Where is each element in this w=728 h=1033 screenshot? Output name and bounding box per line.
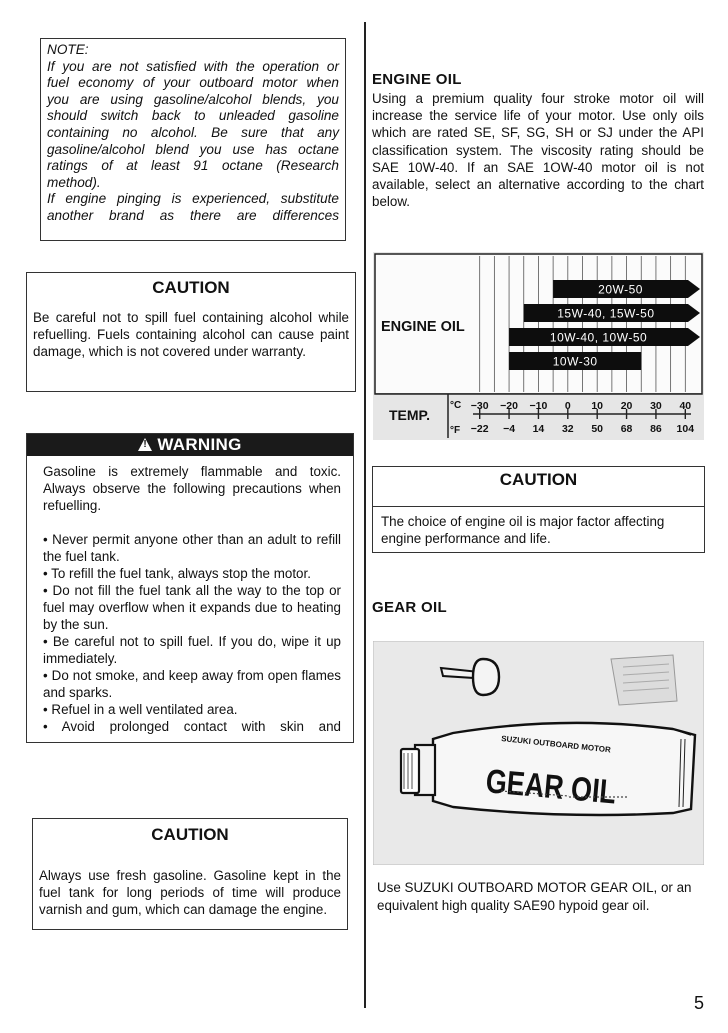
fahrenheit-tick-label: 104	[676, 423, 695, 435]
oil-grade-label: 20W-50	[598, 282, 643, 297]
caution-text: The choice of engine oil is major factor affecting engine performance and life.	[381, 514, 665, 546]
tube-brand-text: SUZUKI OUTBOARD MOTOR	[500, 734, 612, 755]
note-line: If you are not satisfied with the operation or	[47, 58, 339, 74]
warning-item: • Avoid prolonged contact with skin and	[43, 719, 341, 734]
celsius-tick-label: 40	[679, 400, 692, 412]
tube-label-text: GEAR OIL	[484, 762, 618, 812]
warning-triangle-icon	[138, 438, 152, 451]
gear-oil-heading: GEAR OIL	[372, 599, 447, 616]
warning-item: • Do not smoke, and keep away from open flames and sparks.	[43, 668, 341, 700]
fahrenheit-unit: °F	[450, 425, 461, 436]
note-box	[40, 38, 346, 241]
warning-list	[43, 531, 341, 735]
caution-box-engine-oil	[372, 466, 705, 553]
warning-item: • Never permit anyone other than an adult to refill the fuel tank.	[43, 532, 341, 564]
fahrenheit-tick-label: 68	[620, 423, 633, 435]
celsius-tick-label: 10	[591, 400, 604, 412]
note-line: should switch back to unleaded gasoline	[47, 108, 339, 124]
caution-title: CAUTION	[152, 278, 230, 297]
engine-oil-paragraph: Using a premium quality four stroke motor oil will increase the service life of your motor. Use only oils which are rated SE, SF, SG, SH or SJ under the API classification system. The viscosity rating should be SAE 10W-40. If an SAE 1OW-40 motor oil is not available, select an alternative according to the chart below.	[372, 91, 704, 210]
fahrenheit-tick-label: 50	[591, 423, 604, 435]
celsius-tick-label: 30	[650, 400, 662, 412]
gear-oil-tube-illustration	[373, 641, 704, 865]
caution-text: Always use fresh gasoline. Gasoline kept in the fuel tank for long periods of time will produce varnish and gum, which can damage the engine.	[39, 868, 341, 917]
fahrenheit-tick-label: 32	[561, 423, 574, 435]
oil-grade-label: 10W-40, 10W-50	[549, 330, 648, 345]
celsius-tick-label: −30	[470, 400, 489, 412]
temp-label: TEMP.	[389, 407, 430, 423]
note-line: ratings of at least 91 octane (Research	[47, 158, 339, 174]
note-line: fuel economy of your outboard motor when	[47, 75, 339, 91]
caution-box-alcohol	[26, 272, 356, 392]
oil-grade-label: 10W-30	[552, 354, 598, 369]
warning-item: • To refill the fuel tank, always stop the motor.	[43, 566, 311, 581]
warning-item: • Be careful not to spill fuel. If you do, wipe it up immediately.	[43, 634, 341, 666]
caution-title: CAUTION	[151, 825, 229, 844]
fahrenheit-tick-label: −4	[503, 423, 516, 435]
oil-viscosity-chart	[373, 252, 704, 440]
celsius-tick-label: 0	[564, 400, 571, 412]
fahrenheit-tick-label: −22	[470, 423, 489, 435]
chart-row-label: ENGINE OIL	[381, 319, 465, 335]
celsius-tick-label: 20	[620, 400, 633, 412]
gear-oil-paragraph: Use SUZUKI OUTBOARD MOTOR GEAR OIL, or an equivalent high quality SAE90 hypoid gear oil.	[377, 880, 692, 913]
warning-item: • Do not fill the fuel tank all the way to the top or fuel may overflow when it expands due to heating by the sun.	[43, 583, 341, 632]
celsius-unit: °C	[450, 400, 462, 411]
warning-box	[26, 433, 354, 743]
caution-title: CAUTION	[373, 467, 704, 507]
warning-intro: Gasoline is extremely flammable and toxic. Always observe the following precautions when refuelling.	[43, 464, 341, 513]
fahrenheit-tick-label: 86	[650, 423, 662, 435]
warning-item: • Refuel in a well ventilated area.	[43, 702, 238, 717]
note-line: you are using gasoline/alcohol blends, you	[47, 91, 339, 107]
warning-title: WARNING	[157, 435, 242, 454]
page-number: 5	[694, 993, 705, 1013]
note-line: gasoline/alcohol blend you use has octane	[47, 141, 339, 157]
note-line: method).	[47, 174, 101, 190]
note-label: NOTE:	[47, 42, 89, 57]
celsius-tick-label: −10	[529, 400, 548, 412]
warning-header	[27, 434, 353, 456]
note-line: another brand as there are differences	[47, 207, 339, 223]
note-line: containing no alcohol. Be sure that any	[47, 124, 339, 140]
engine-oil-heading: ENGINE OIL	[372, 71, 462, 88]
note-line: If engine pinging is experienced, substitute	[47, 191, 339, 207]
fahrenheit-tick-label: 14	[532, 423, 545, 435]
oil-grade-label: 15W-40, 15W-50	[557, 306, 655, 321]
column-divider	[364, 22, 366, 1008]
celsius-tick-label: −20	[500, 400, 518, 412]
caution-text: Be careful not to spill fuel containing alcohol while refuelling. Fuels containing alcohol can cause paint damage, which is not covered under warranty.	[33, 310, 349, 359]
caution-box-fresh-gasoline	[32, 818, 348, 930]
